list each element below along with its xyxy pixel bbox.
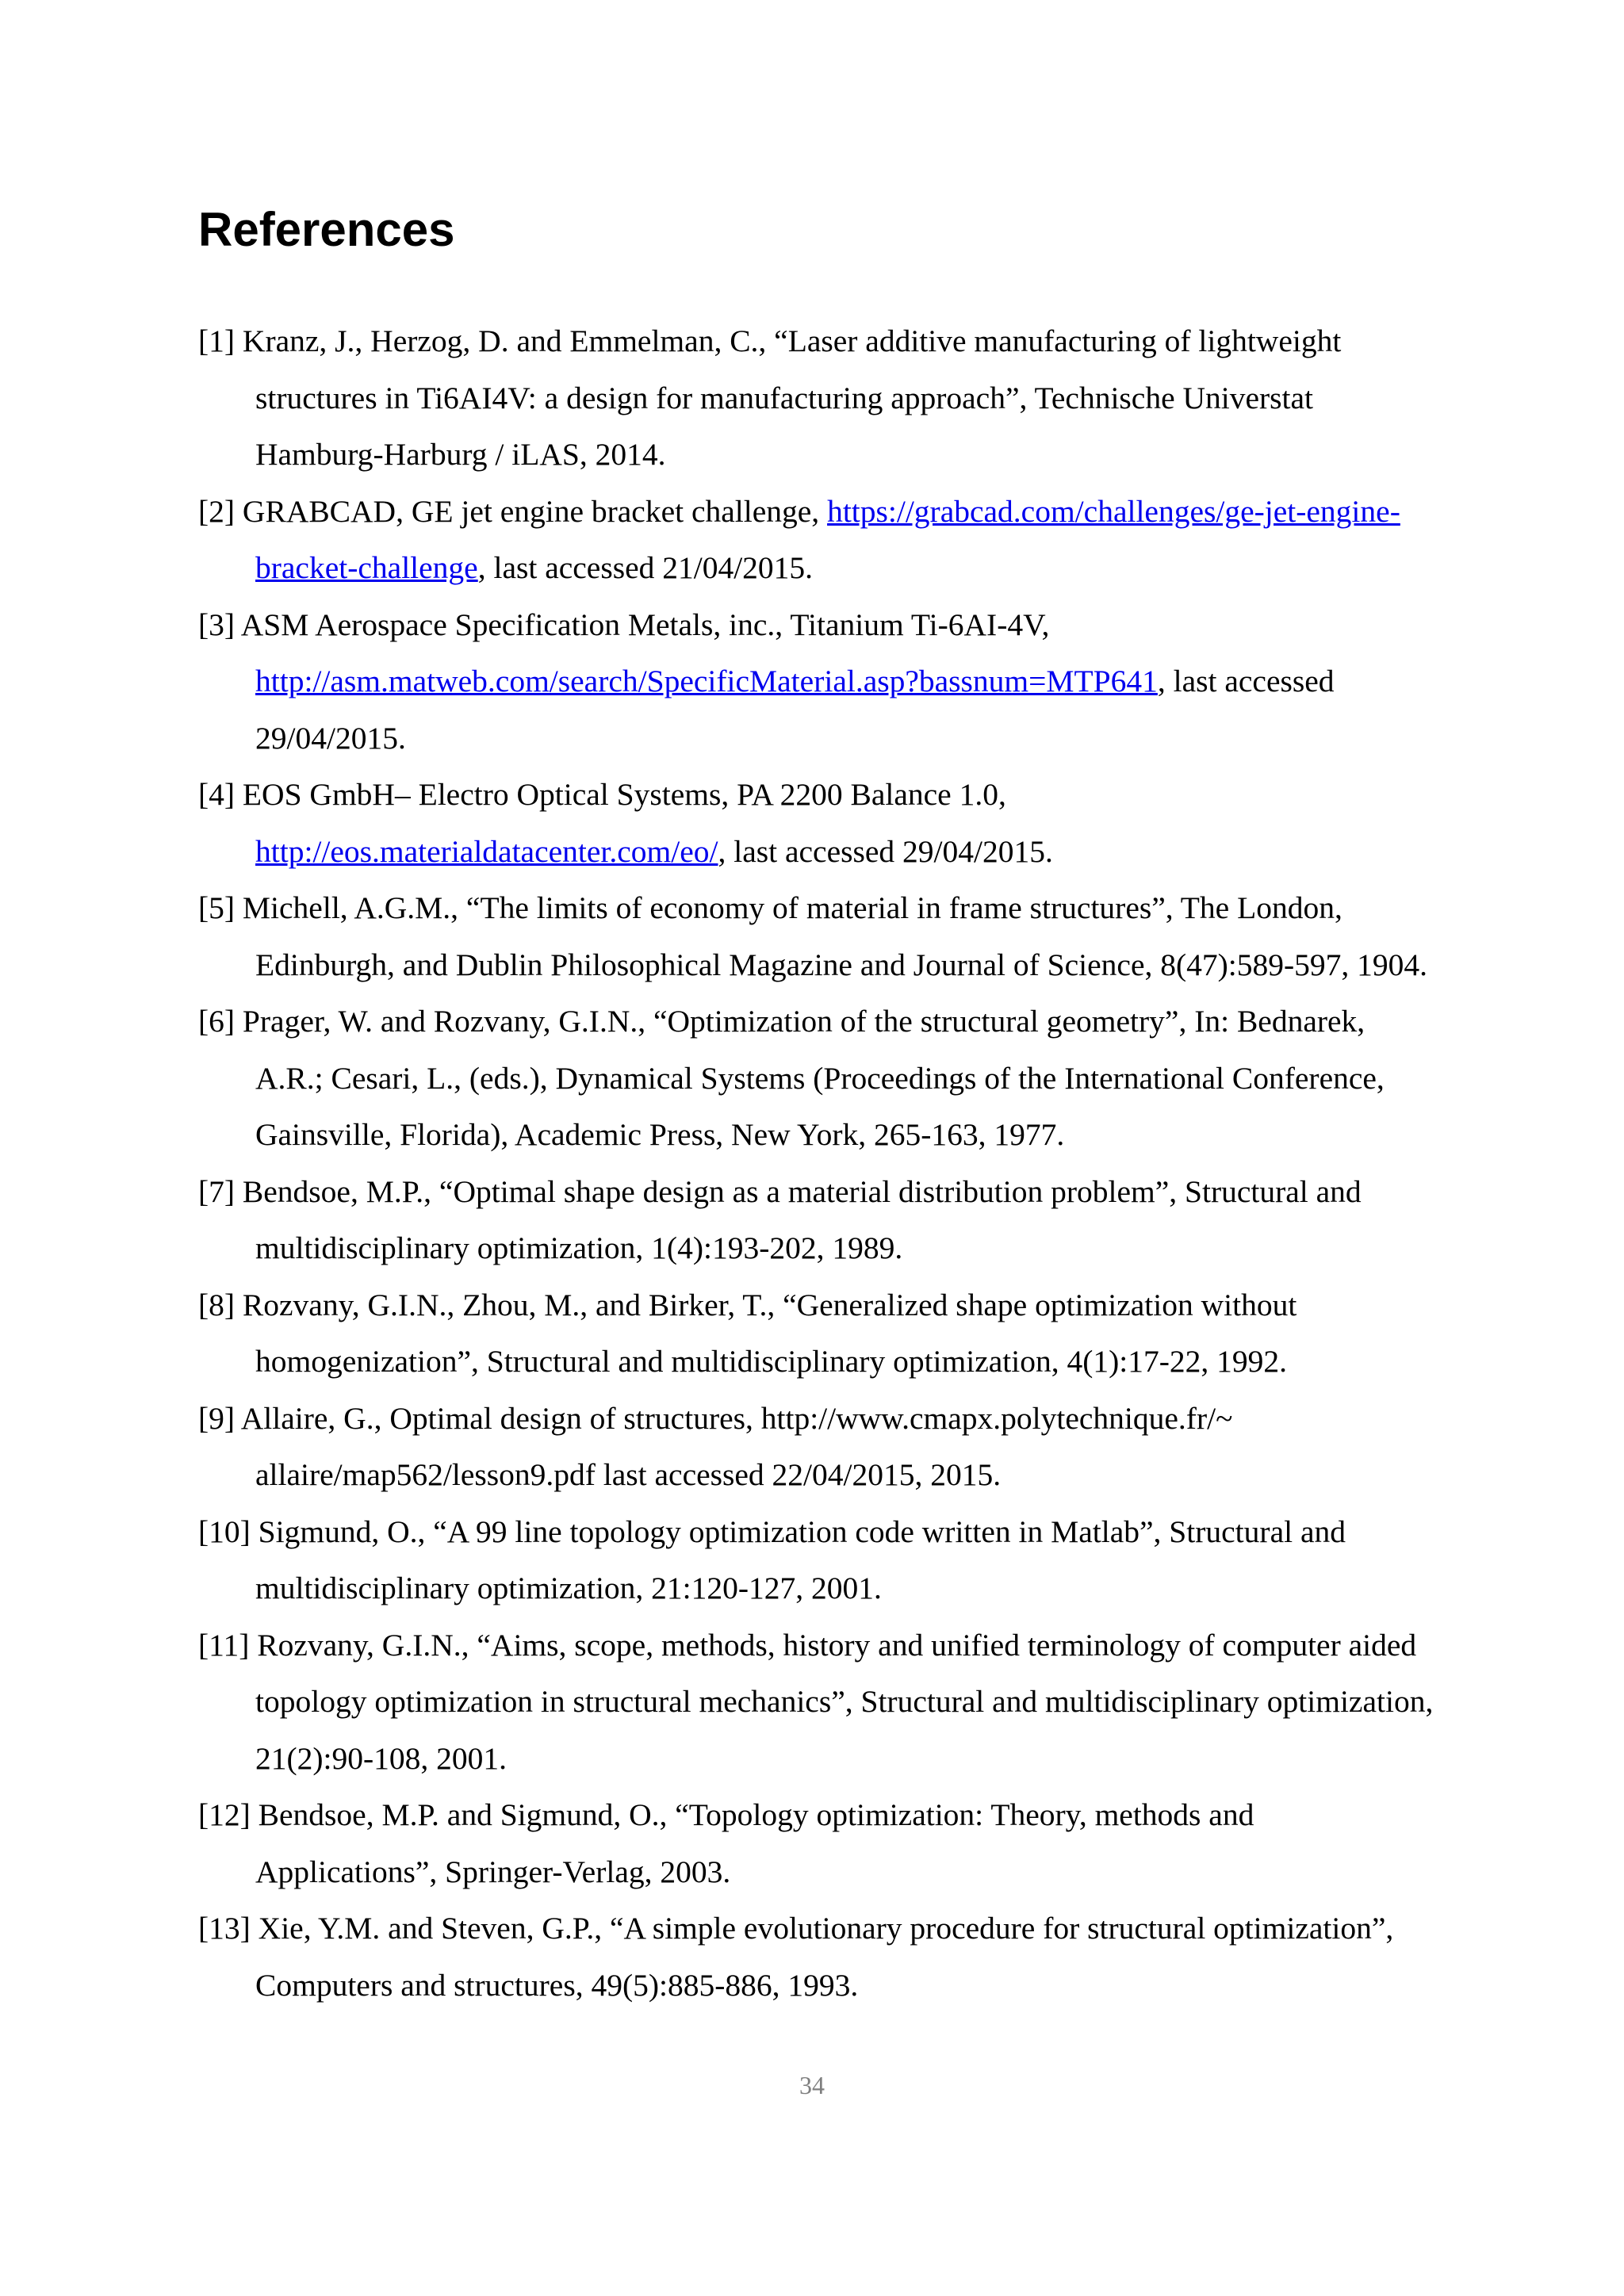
reference-item <box>198 484 1435 597</box>
reference-list <box>198 313 1435 2014</box>
reference-item <box>198 1617 1435 1788</box>
references-heading: References <box>198 203 455 256</box>
reference-text: [10] Sigmund, O., “A 99 line topology optimization code written in Matlab”, Structural and multidisciplinary optimization, 21:120-127, 2001. <box>198 1513 1346 1605</box>
reference-item <box>198 767 1435 880</box>
reference-text: [11] Rozvany, G.I.N., “Aims, scope, methods, history and unified terminology of computer aided topology optimization in structural mechanics”, Structural and multidisciplinary optimization, 21(2):90-108, 2001. <box>198 1627 1434 1776</box>
reference-text: [8] Rozvany, G.I.N., Zhou, M., and Birker, T., “Generalized shape optimization without homogenization”, Structural and multidisciplinary optimization, 4(1):17-22, 1992. <box>198 1287 1297 1379</box>
reference-text: [2] GRABCAD, GE jet engine bracket challenge, <box>198 493 828 529</box>
reference-item <box>198 1787 1435 1900</box>
reference-text-suffix: , last accessed 21/04/2015. <box>477 550 814 585</box>
page-number: 34 <box>799 2071 825 2099</box>
reference-text: [13] Xie, Y.M. and Steven, G.P., “A simple evolutionary procedure for structural optimization”, Computers and structures, 49(5):885-886, 1993. <box>198 1911 1394 2003</box>
reference-text: [7] Bendsoe, M.P., “Optimal shape design as a material distribution problem”, Structural and multidisciplinary optimization, 1(4):193-202, 1989. <box>198 1173 1362 1265</box>
reference-item <box>198 1900 1435 2014</box>
reference-item <box>198 1391 1435 1504</box>
reference-text-suffix: , last accessed 29/04/2015. <box>255 664 1335 756</box>
reference-text: [3] ASM Aerospace Specification Metals, inc., Titanium Ti-6AI-4V, <box>198 607 1050 642</box>
reference-item <box>198 993 1435 1164</box>
reference-text: [9] Allaire, G., Optimal design of structures, http://www.cmapx.polytechnique.fr/~ allaire/map562/lesson9.pdf last accessed 22/04/2015, 2015. <box>198 1400 1233 1492</box>
reference-item <box>198 880 1435 993</box>
reference-text: [6] Prager, W. and Rozvany, G.I.N., “Optimization of the structural geometry”, In: Bednarek, A.R.; Cesari, L., (eds.), Dynamical Systems (Proceedings of the International Conference, Gainsville, Florida), Academic Press, New York, 265-163, 1977. <box>198 1004 1385 1152</box>
reference-link[interactable]: http://asm.matweb.com/search/SpecificMaterial.asp?bassnum=MTP641 <box>255 664 1158 698</box>
reference-link[interactable]: https://grabcad.com/challenges/ge-jet-engine-bracket-challenge <box>255 493 1400 585</box>
reference-item <box>198 313 1435 484</box>
reference-text: [5] Michell, A.G.M., “The limits of economy of material in frame structures”, The London, Edinburgh, and Dublin Philosophical Magazine and Journal of Science, 8(47):589-597, 1904. <box>198 890 1428 982</box>
reference-item <box>198 1164 1435 1277</box>
reference-text: [4] EOS GmbH– Electro Optical Systems, PA 2200 Balance 1.0, <box>198 777 1006 812</box>
reference-text: [12] Bendsoe, M.P. and Sigmund, O., “Topology optimization: Theory, methods and Applications”, Springer-Verlag, 2003. <box>198 1797 1254 1889</box>
reference-link[interactable]: http://eos.materialdatacenter.com/eo/ <box>255 833 718 869</box>
reference-text-suffix: , last accessed 29/04/2015. <box>718 833 1053 869</box>
reference-item <box>198 1277 1435 1391</box>
reference-text: [1] Kranz, J., Herzog, D. and Emmelman, C., “Laser additive manufacturing of lightweight structures in Ti6AI4V: a design for manufacturing approach”, Technische Universtat Hamburg-Harburg / iLAS, 2014. <box>198 323 1342 472</box>
reference-item <box>198 597 1435 767</box>
reference-item <box>198 1504 1435 1617</box>
